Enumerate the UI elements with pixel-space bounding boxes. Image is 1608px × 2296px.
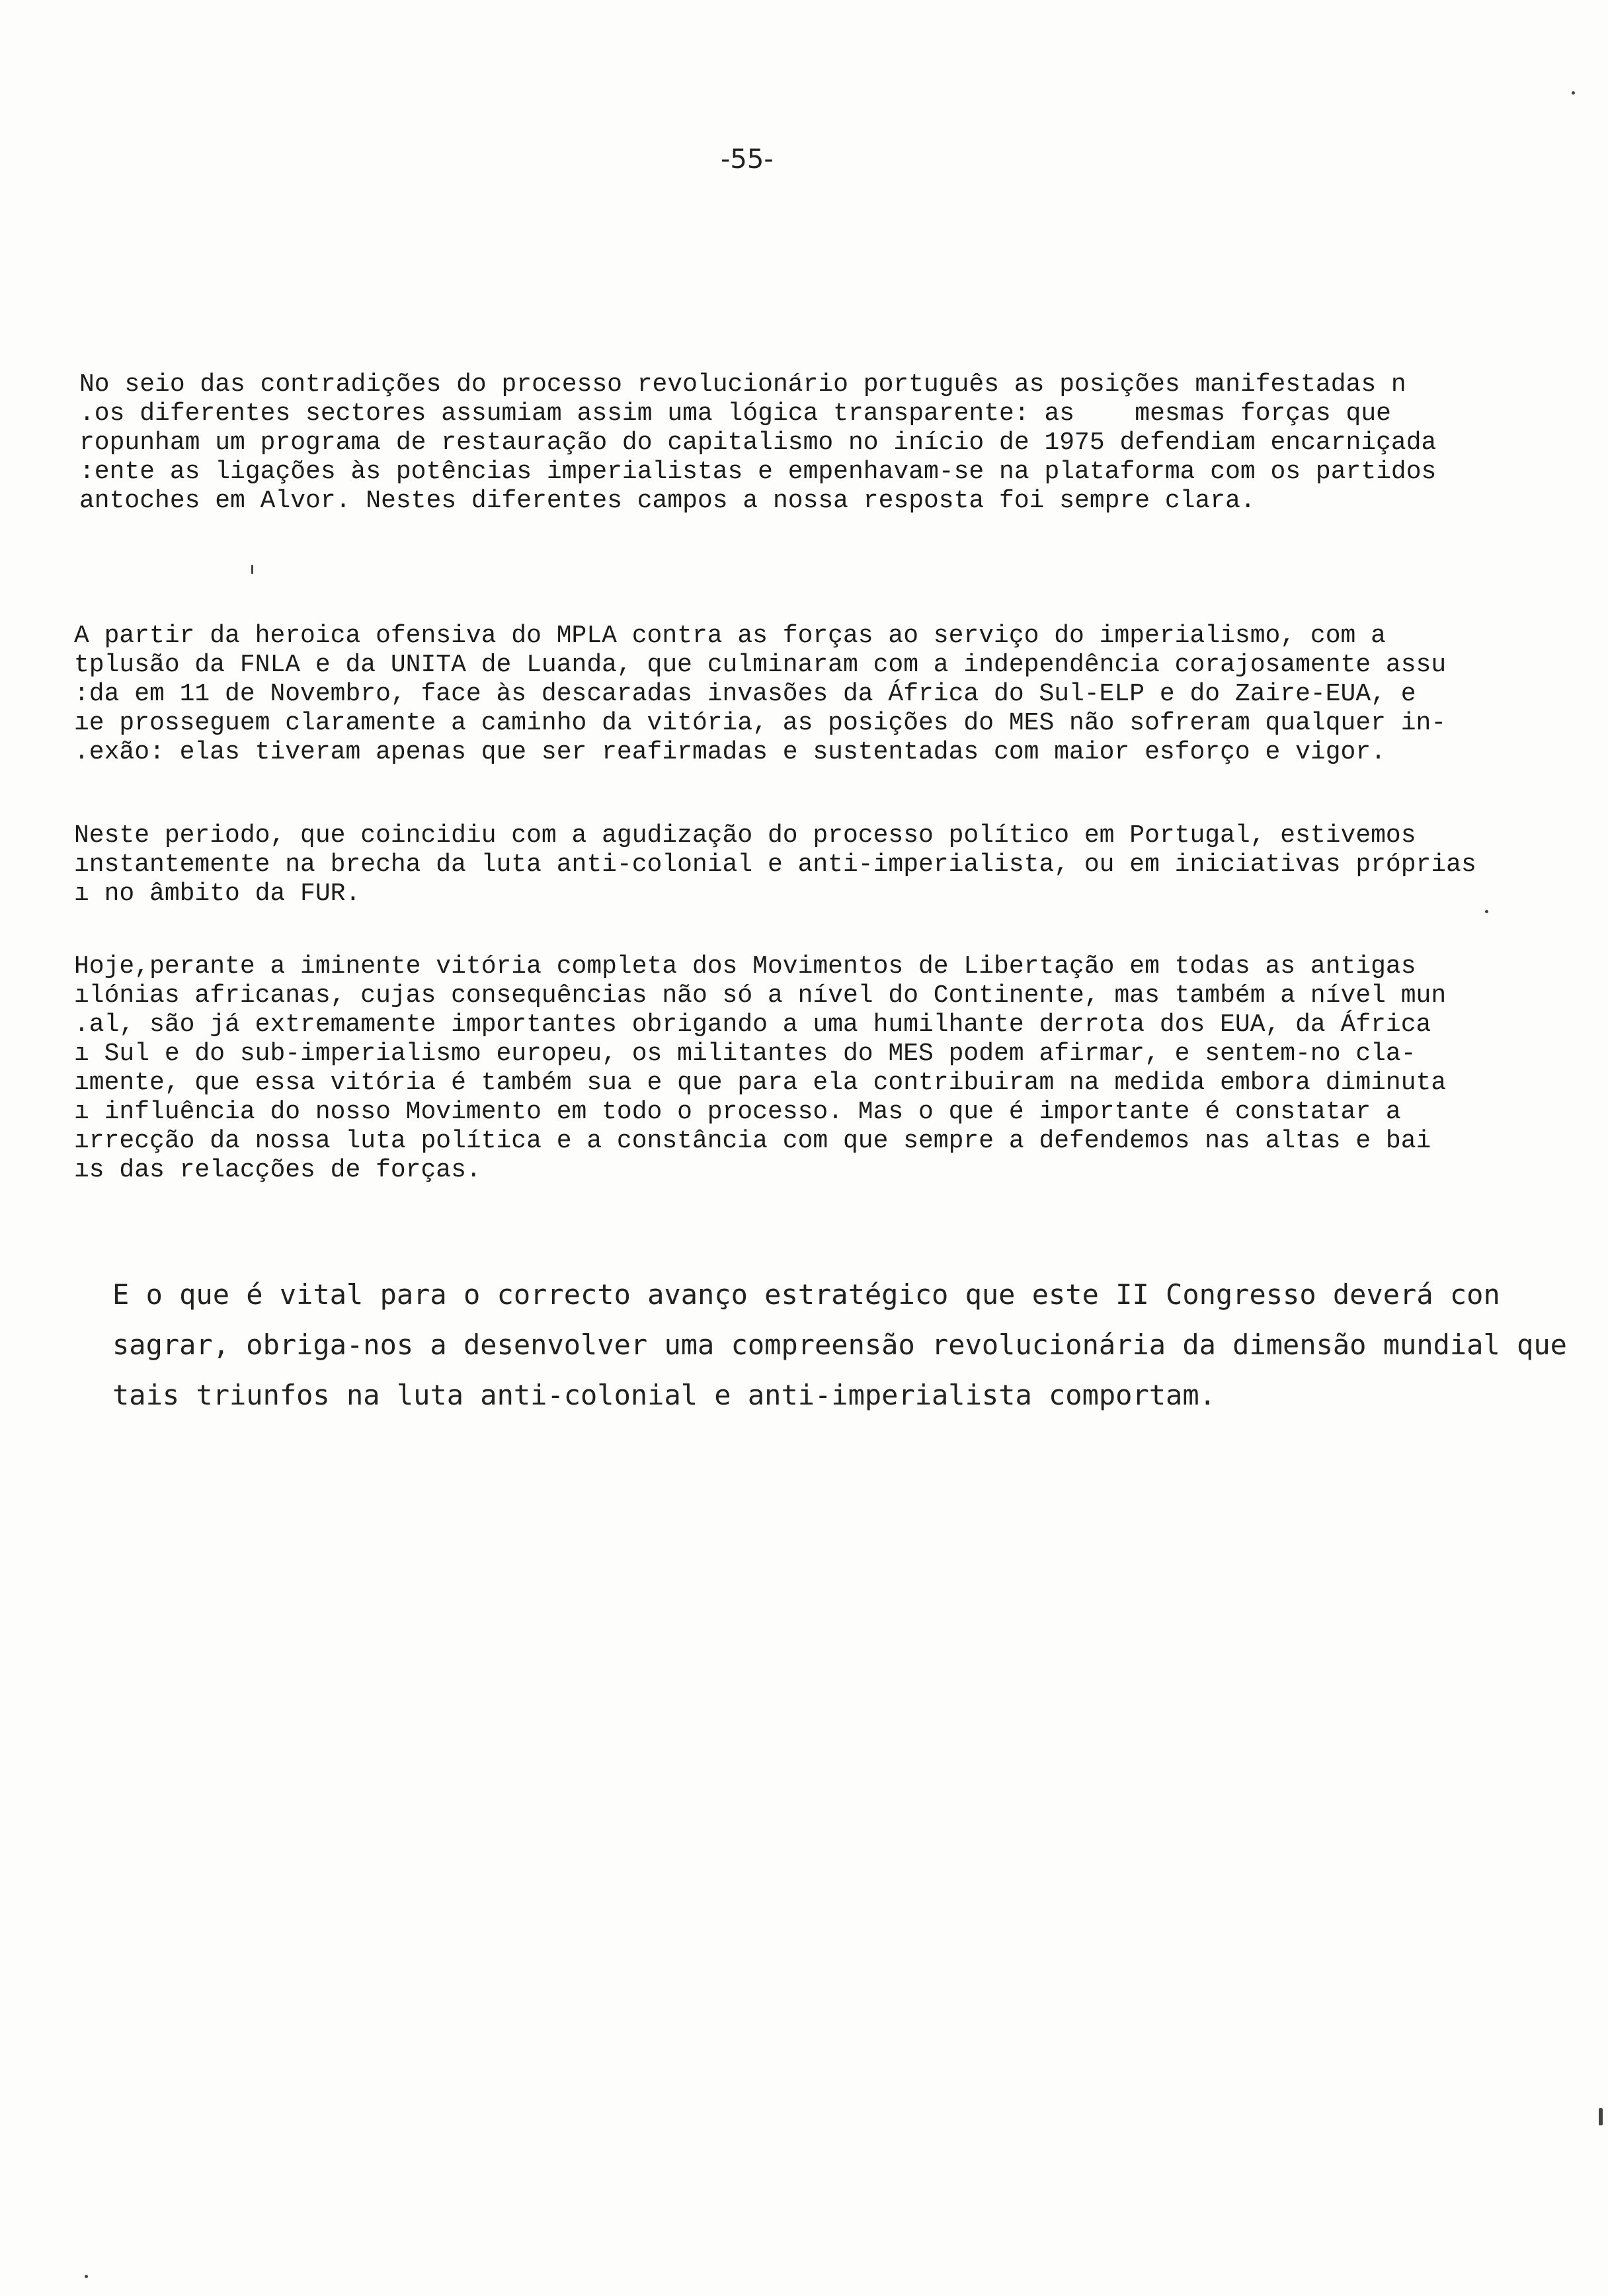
text-line: ı influência do nosso Movimento em todo o processo. Mas o que é importante é constatar a — [74, 1098, 1401, 1126]
text-line: .al, são já extremamente importantes obrigando a uma humilhante derrota dos EUA, da África — [74, 1010, 1431, 1039]
paragraph-period — [74, 821, 1476, 909]
text-line: :ente as ligações às potências imperialistas e empenhavam-se na plataforma com os partidos — [79, 458, 1437, 486]
text-line: ırrecção da nossa luta política e a constância com que sempre a defendemos nas altas e bai — [74, 1127, 1431, 1155]
text-line: E o que é vital para o correcto avanço estratégico que este II Congresso deverá con — [112, 1278, 1500, 1311]
text-line: ropunham um programa de restauração do capitalismo no início de 1975 defendiam encarniçada — [79, 429, 1437, 457]
text-line: A partir da heroica ofensiva do MPLA contra as forças ao serviço do imperialismo, com a — [74, 622, 1386, 650]
scan-speck — [85, 2275, 88, 2278]
text-line: tais triunfos na luta anti-colonial e anti-imperialista comportam. — [112, 1379, 1216, 1411]
scan-speck — [1572, 91, 1575, 95]
text-line: ı Sul e do sub-imperialismo europeu, os militantes do MES podem afirmar, e sentem-no cla- — [74, 1040, 1416, 1068]
text-line: No seio das contradições do processo revolucionário português as posições manifestadas n — [79, 370, 1406, 399]
paragraph-contradictions — [79, 370, 1436, 516]
text-line: Neste periodo, que coincidiu com a agudização do processo político em Portugal, estivemos — [74, 821, 1416, 850]
scan-speck — [1599, 2108, 1603, 2125]
paragraph-congress — [112, 1270, 1567, 1420]
paragraph-mpla-offensive — [74, 622, 1446, 767]
text-line: .os diferentes sectores assumiam assim uma lógica transparente: as mesmas forças que — [79, 399, 1391, 428]
text-line: .exão: elas tiveram apenas que ser reafirmadas e sustentadas com maior esforço e vigor. — [74, 738, 1386, 766]
text-line: ıe prosseguem claramente a caminho da vitória, as posições do MES não sofreram qualquer in- — [74, 709, 1447, 737]
paragraph-victory — [74, 952, 1446, 1185]
text-line: Hoje,perante a iminente vitória completa dos Movimentos de Libertação em todas as antigas — [74, 952, 1416, 981]
text-line: tplusão da FNLA e da UNITA de Luanda, que culminaram com a independência corajosamente assu — [74, 651, 1447, 679]
text-line: sagrar, obriga-nos a desenvolver uma compreensão revolucionária da dimensão mundial que — [112, 1329, 1567, 1361]
text-line: ıs das relacções de forças. — [74, 1156, 481, 1184]
scan-speck — [1485, 910, 1488, 913]
text-line: antoches em Alvor. Nestes diferentes campos a nossa resposta foi sempre clara. — [79, 487, 1256, 515]
text-line: ınstantemente na brecha da luta anti-colonial e anti-imperialista, ou em iniciativas próprias — [74, 850, 1476, 879]
text-line: ılónias africanas, cujas consequências não só a nível do Continente, mas também a nível mun — [74, 981, 1447, 1010]
scan-speck — [251, 565, 253, 574]
text-line: ı no âmbito da FUR. — [74, 880, 361, 908]
text-line: :da em 11 de Novembro, face às descaradas invasões da África do Sul-ELP e do Zaire-EUA, e — [74, 680, 1416, 708]
text-line: ımente, que essa vitória é também sua e que para ela contribuiram na medida embora diminuta — [74, 1069, 1447, 1097]
page-number: -55- — [721, 144, 774, 175]
